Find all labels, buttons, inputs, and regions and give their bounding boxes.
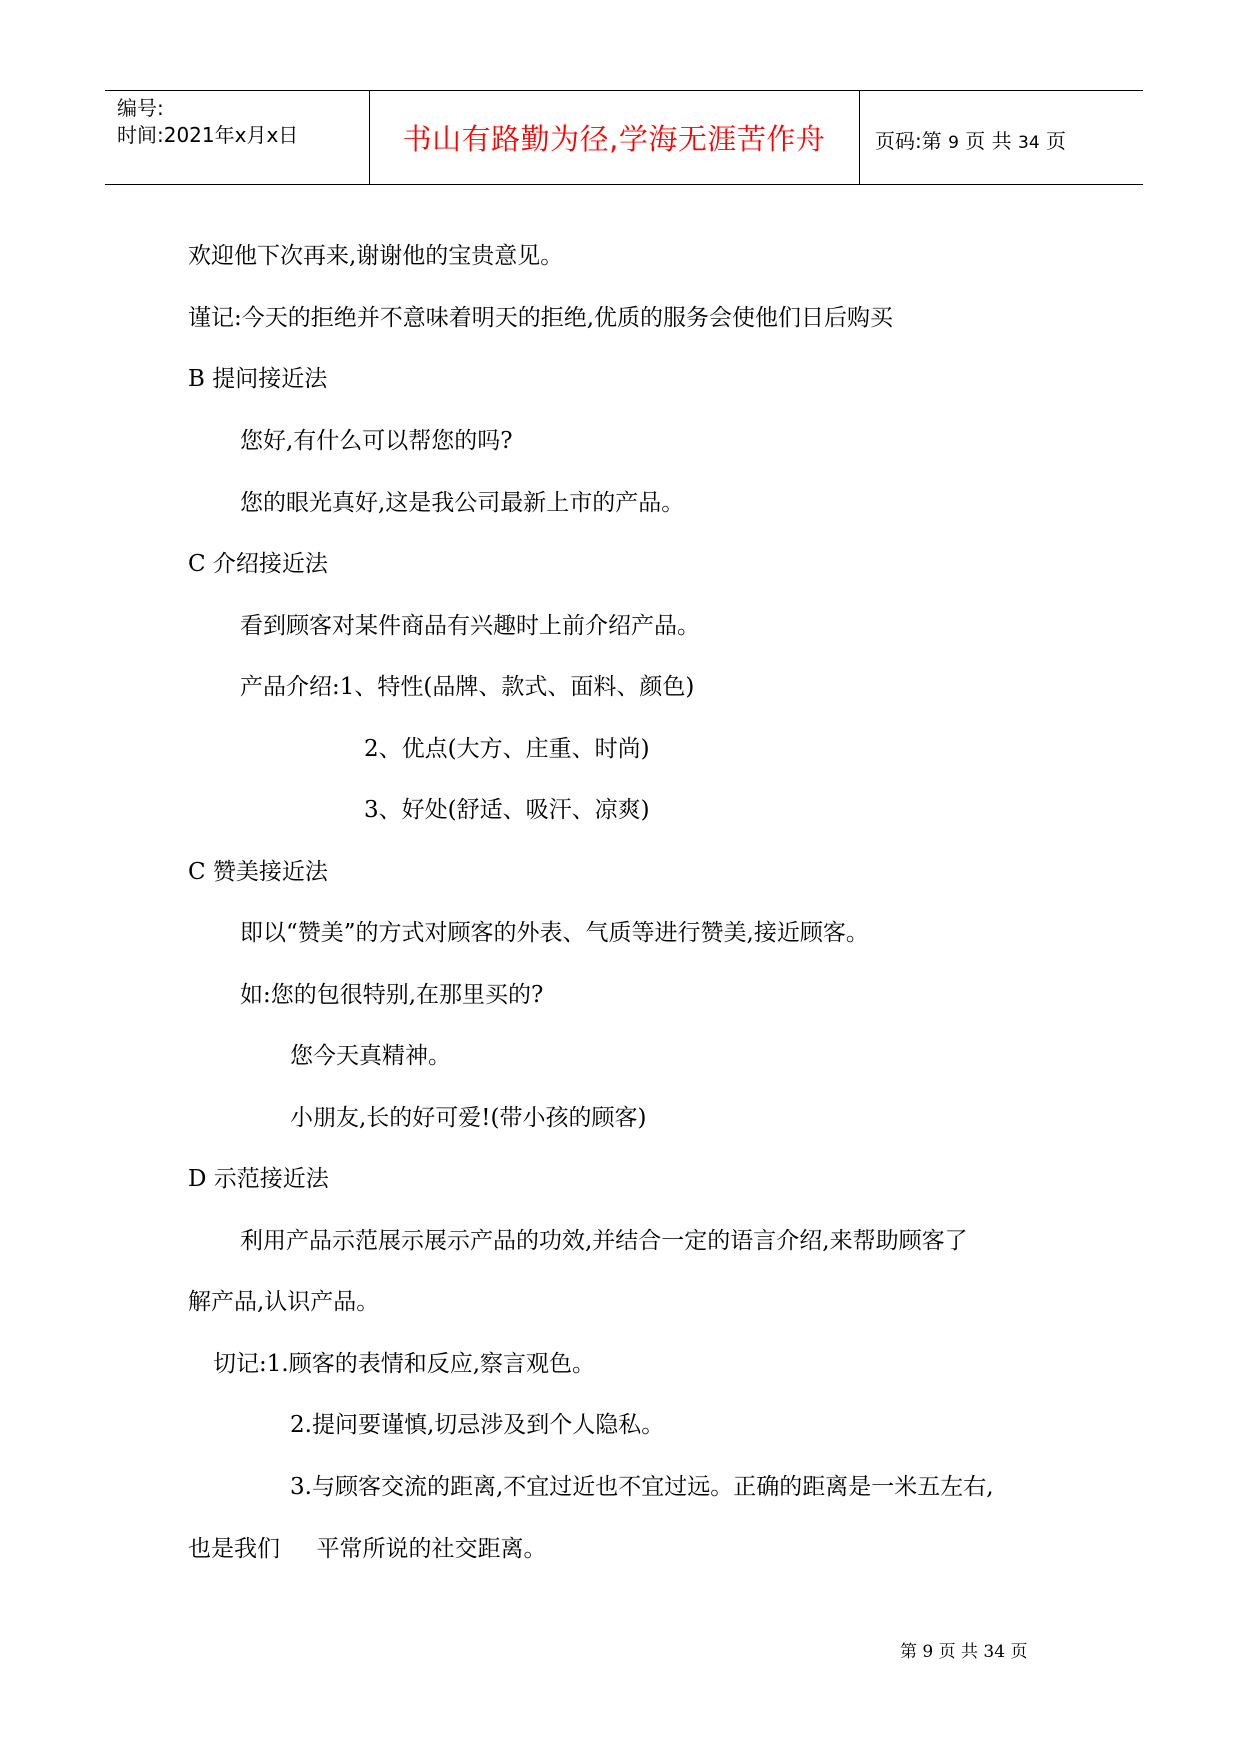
header-divider-right xyxy=(859,91,860,184)
body-line: 2.提问要谨慎,切忌涉及到个人隐私。 xyxy=(290,1412,665,1438)
header-motto: 书山有路勤为径,学海无涯苦作舟 xyxy=(402,122,826,156)
body-line: 也是我们 平常所说的社交距离。 xyxy=(188,1536,547,1562)
header-time-label: 时间:2021年x月x日 xyxy=(117,123,299,147)
body-line: 您的眼光真好,这是我公司最新上市的产品。 xyxy=(240,490,685,516)
section-heading-d: D 示范接近法 xyxy=(188,1166,329,1192)
body-line: 您好,有什么可以帮您的吗? xyxy=(240,428,513,454)
body-line: 即以“赞美”的方式对顾客的外表、气质等进行赞美,接近顾客。 xyxy=(240,920,869,946)
section-heading-b: B 提问接近法 xyxy=(188,366,328,392)
body-line: 产品介绍:1、特性(品牌、款式、面料、颜色) xyxy=(240,674,695,700)
body-line: 谨记:今天的拒绝并不意味着明天的拒绝,优质的服务会使他们日后购买 xyxy=(188,305,894,331)
header-page-prefix: 页码:第 xyxy=(875,129,942,153)
body-line: 3.与顾客交流的距离,不宜过近也不宜过远。正确的距离是一米五左右, xyxy=(290,1474,994,1500)
body-line: 小朋友,长的好可爱!(带小孩的顾客) xyxy=(290,1105,647,1131)
body-line: 3、好处(舒适、吸汗、凉爽) xyxy=(364,797,650,823)
header-page-indicator xyxy=(875,125,1066,154)
header-number-label: 编号: xyxy=(117,96,164,120)
body-line: 如:您的包很特别,在那里买的? xyxy=(240,982,544,1008)
header-meta xyxy=(117,95,298,149)
page-header xyxy=(105,90,1143,185)
header-page-current: 9 xyxy=(948,133,959,153)
body-line: 2、优点(大方、庄重、时尚) xyxy=(364,736,650,762)
header-page-mid: 页 共 xyxy=(965,129,1012,153)
section-heading-c-intro: C 介绍接近法 xyxy=(188,551,328,577)
body-line: 欢迎他下次再来,谢谢他的宝贵意见。 xyxy=(188,243,564,269)
header-page-total: 34 xyxy=(1018,133,1040,153)
page-footer: 第 9 页 共 34 页 xyxy=(900,1642,1028,1662)
body-line: 解产品,认识产品。 xyxy=(188,1289,380,1315)
body-line: 看到顾客对某件商品有兴趣时上前介绍产品。 xyxy=(240,613,700,639)
section-heading-c-praise: C 赞美接近法 xyxy=(188,859,328,885)
header-page-suffix: 页 xyxy=(1046,129,1067,153)
body-line: 切记:1.顾客的表情和反应,察言观色。 xyxy=(213,1351,596,1377)
body-line: 您今天真精神。 xyxy=(290,1043,451,1069)
body-line: 利用产品示范展示展示产品的功效,并结合一定的语言介绍,来帮助顾客了 xyxy=(240,1228,968,1254)
